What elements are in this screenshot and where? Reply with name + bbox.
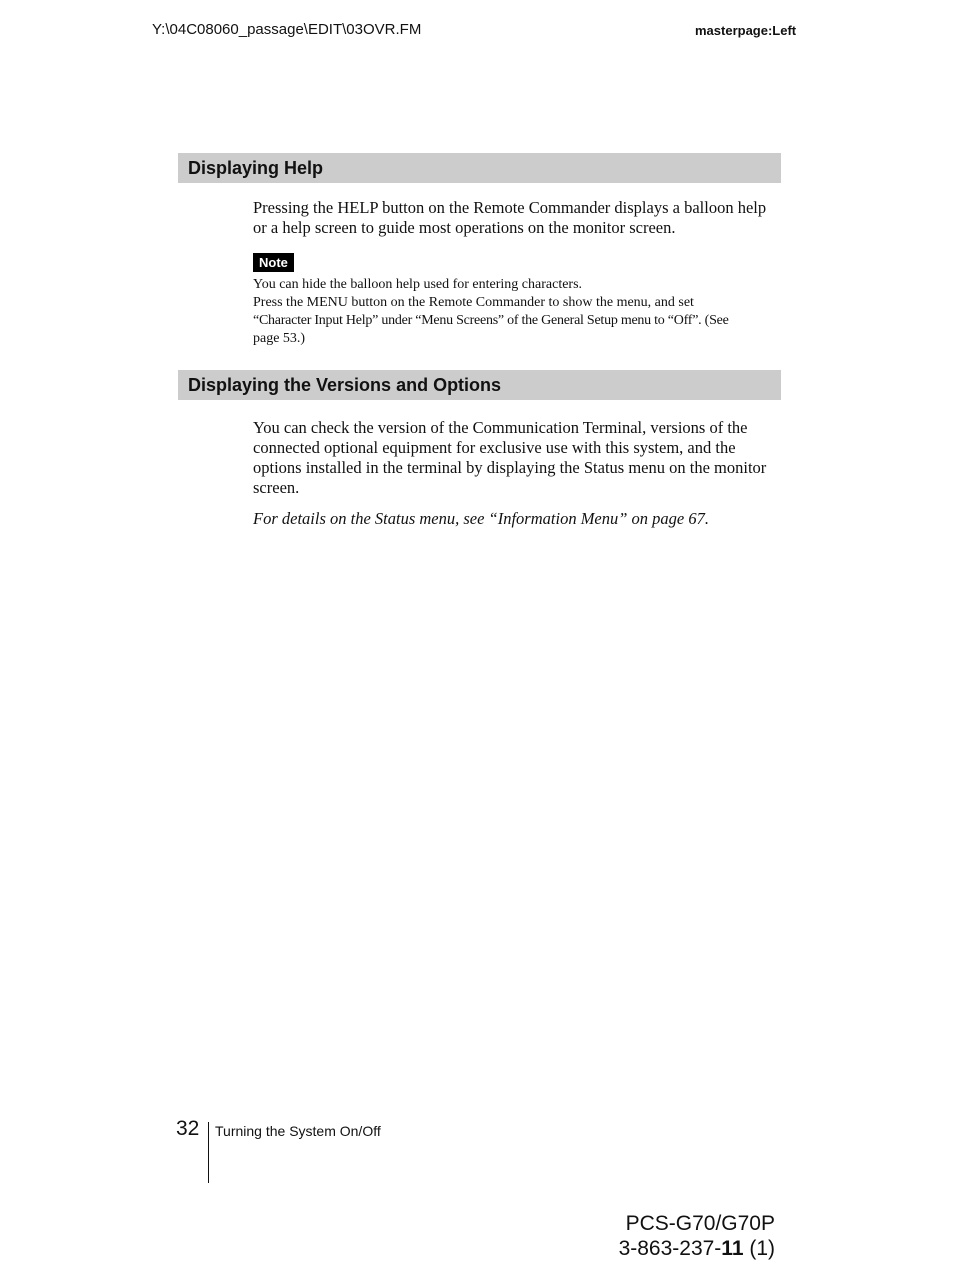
note-line: page 53.) [253,331,306,346]
part-number-revision: 11 [721,1237,744,1260]
footer-divider [208,1122,209,1183]
note-line: Press the MENU button on the Remote Commander to show the menu, and set [253,295,694,310]
file-path-header: Y:\04C08060_passage\EDIT\03OVR.FM [152,21,422,38]
model-number: PCS-G70/G70P [625,1212,775,1235]
chapter-title: Turning the System On/Off [215,1123,381,1139]
note-badge: Note [253,253,294,272]
section-heading-versions-options: Displaying the Versions and Options [178,370,781,400]
section-heading-displaying-help: Displaying Help [178,153,781,183]
note-line: You can hide the balloon help used for entering characters. [253,277,583,292]
part-number-prefix: 3-863-237- [618,1237,722,1260]
note-line: “Character Input Help” under “Menu Screens” of the General Setup menu to “Off”. (See [253,313,729,328]
status-menu-reference: For details on the Status menu, see “Information Menu” on page 67. [253,509,710,528]
part-number-suffix: (1) [743,1237,775,1260]
model-block [619,1211,775,1261]
help-body-paragraph: Pressing the HELP button on the Remote Commander displays a balloon help or a help screen to guide most operations on the monitor screen. [253,198,767,237]
versions-body-paragraph: You can check the version of the Communication Terminal, versions of the connected optional equipment for exclusive use with this system, and the options installed in the terminal by displaying the Status menu on the monitor screen. [253,418,767,497]
masterpage-label: masterpage:Left [695,23,797,38]
page-number: 32 [176,1117,200,1140]
note-text [253,276,783,348]
part-number [619,1236,775,1261]
